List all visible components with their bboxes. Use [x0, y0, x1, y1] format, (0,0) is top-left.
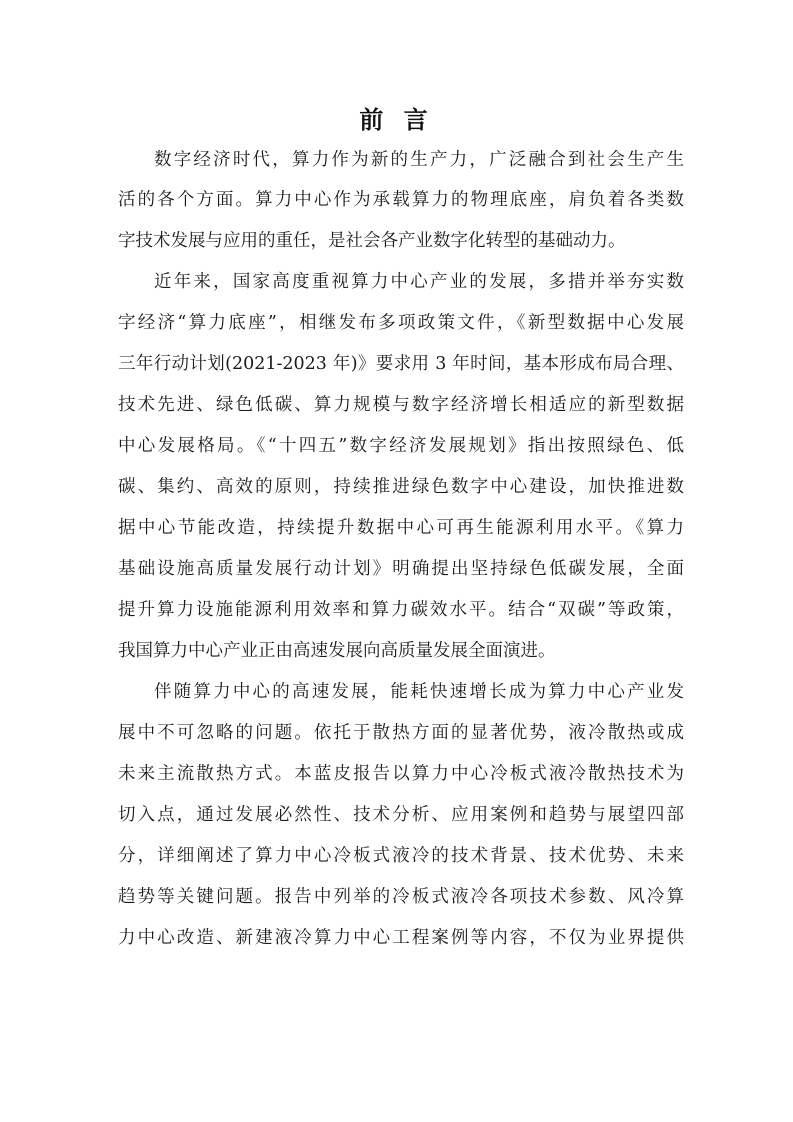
text-line: 三年行动计划(2021-2023 年)》要求用 3 年时间，基本形成布局合理、 — [118, 354, 684, 374]
text-line: 技术先进、绿色低碳、算力规模与数字经济增长相适应的新型数据 — [118, 395, 684, 415]
text-line: 提升算力设施能源利用效率和算力碳效水平。结合“双碳”等政策， — [118, 600, 684, 620]
text-line: 切入点，通过发展必然性、技术分析、应用案例和趋势与展望四部 — [118, 805, 684, 825]
text-line: 碳、集约、高效的原则，持续推进绿色数字中心建设，加快推进数 — [118, 477, 684, 497]
text-line: 展中不可忽略的问题。依托于散热方面的显著优势，液冷散热或成 — [118, 723, 684, 743]
text-line: 伴随算力中心的高速发展，能耗快速增长成为算力中心产业发 — [154, 682, 684, 702]
page-title: 前 言 — [359, 106, 434, 134]
text-line: 据中心节能改造，持续提升数据中心可再生能源利用水平。《算力 — [118, 518, 684, 538]
text-line: 近年来，国家高度重视算力中心产业的发展，多措并举夯实数 — [154, 272, 684, 292]
text-line: 力中心改造、新建液冷算力中心工程案例等内容，不仅为业界提供 — [118, 928, 684, 948]
text-line: 未来主流散热方式。本蓝皮报告以算力中心冷板式液冷散热技术为 — [118, 764, 684, 784]
text-line: 分，详细阐述了算力中心冷板式液冷的技术背景、技术优势、未来 — [118, 846, 684, 866]
text-line: 中心发展格局。《“十四五”数字经济发展规划》指出按照绿色、低 — [118, 436, 684, 456]
text-line: 趋势等关键问题。报告中列举的冷板式液冷各项技术参数、风冷算 — [118, 887, 684, 907]
text-line: 活的各个方面。算力中心作为承载算力的物理底座，肩负着各类数 — [118, 190, 684, 210]
text-line: 基础设施高质量发展行动计划》明确提出坚持绿色低碳发展，全面 — [118, 559, 684, 579]
text-line: 字经济“算力底座”，相继发布多项政策文件，《新型数据中心发展 — [118, 313, 684, 333]
text-line: 数字经济时代，算力作为新的生产力，广泛融合到社会生产生 — [154, 150, 684, 170]
text-line: 字技术发展与应用的重任，是社会各产业数字化转型的基础动力。 — [118, 231, 626, 251]
text-line: 我国算力中心产业正由高速发展向高质量发展全面演进。 — [118, 641, 556, 661]
